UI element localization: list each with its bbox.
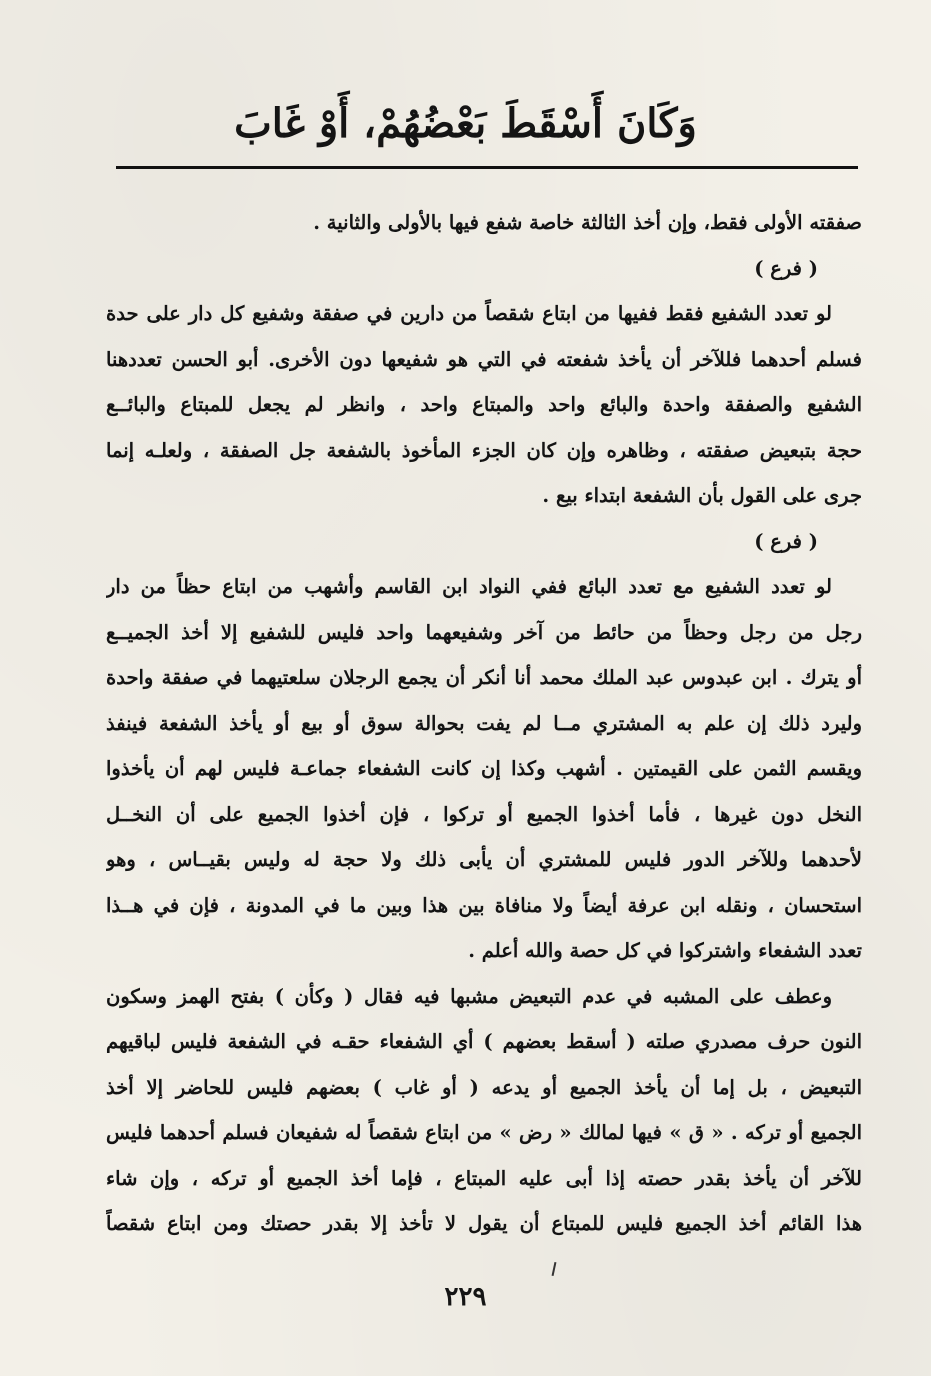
text-line: لو تعدد الشفيع فقط ففيها من ابتاع شقصاً من دارين في صفقة وشفيع كل دار على حدة [106,302,832,325]
section-heading: ( فرع ) [754,256,818,280]
text-line: وليرد ذلك إن علم به المشتري مــا لم يفت بحوالة سوق أو بيع أو يأخذ الشفعة فينفذ [106,711,862,735]
text-line: رجل من رجل وحظاً من حائط من آخر وشفيعهما واحد فليس للشفيع إلا أخذ الجميــع [106,620,862,644]
section-heading: ( فرع ) [754,529,818,553]
text-line: التبعيض ، بل إما أن يأخذ الجميع أو يدعه ( أو غاب ) بعضهم فليس للحاضر إلا أخذ [106,1075,862,1099]
text-line: تعدد الشفعاء واشتركوا في كل حصة والله أعلم . [468,939,862,962]
text-line: صفقته الأولى فقط، وإن أخذ الثالثة خاصة شفع فيها بالأولى والثانية . [313,211,862,234]
page-number: ٢٢٩ [444,1282,487,1312]
text-line: للآخر أن يأخذ بقدر حصته إذا أبى عليه المبتاع ، فإما أخذ الجميع أو تركه ، وإن شاء [106,1166,862,1190]
text-line: وعطف على المشبه في عدم التبعيض مشبها فيه فقال ( وكأن ) بفتح الهمز وسكون [106,984,832,1008]
text-line: هذا القائم أخذ الجميع فليس للمبتاع أن يقول لا تأخذ إلا بقدر حصتك ومن ابتاع شقصاً [106,1212,862,1235]
text-line: فسلم أحدهما فللآخر أن يأخذ شفعته في التي هو شفيعها دون الأخرى. أبو الحسن تعددهنا [106,347,862,371]
page-title: وَكَانَ أَسْقَطَ بَعْضُهُمْ، أَوْ غَابَ [234,100,697,147]
text-line: الجميع أو تركه . « ق » فيها لمالك « رض » من ابتاع شقصاً له شفيعان فسلم أحدهما فليس [106,1121,862,1144]
text-line: جرى على القول بأن الشفعة ابتداء بيع . [542,484,862,507]
header-rule [116,166,858,169]
text-line: الشفيع والصفقة واحدة والبائع واحد والمبتاع واحد ، وانظر لم يجعل للمبتاع والبائــع [106,393,862,416]
text-line: النخل دون غيرها ، فأما أخذوا الجميع أو تركوا ، فإن أخذوا الجميع على أن النخــل [106,802,862,826]
text-line: النون حرف مصدري صلته ( أسقط بعضهم ) أي الشفعاء حقـه في الشفعة فليس لباقيهم [106,1030,862,1053]
text-line: حجة بتبعيض صفقته ، وظاهره وإن كان الجزء المأخوذ بالشفعة جل الصفقة ، ولعلـه إنما [106,438,862,462]
text-line: استحسان ، ونقله ابن عرفة أيضاً ولا منافاة بين هذا وبين ما في المدونة ، فإن في هــذا [106,893,862,917]
text-line: أو يترك . ابن عبدوس عبد الملك محمد أنا أنكر أن يجمع الرجلان سلعتيهما في صفقة واحدة [106,666,862,689]
text-line: لو تعدد الشفيع مع تعدد البائع ففي النواد ابن القاسم وأشهب من ابتاع حظاً من دار [106,575,832,598]
text-line: ويقسم الثمن على القيمتين . أشهب وكذا إن كانت الشفعاء جماعـة فليس لهم أن يأخذوا [106,757,862,780]
page-body [106,200,862,1270]
text-line: لأحدهما وللآخر الدور فليس للمشتري أن يأبى ذلك ولا حجة له وليس بقيــاس ، وهو [106,848,862,871]
